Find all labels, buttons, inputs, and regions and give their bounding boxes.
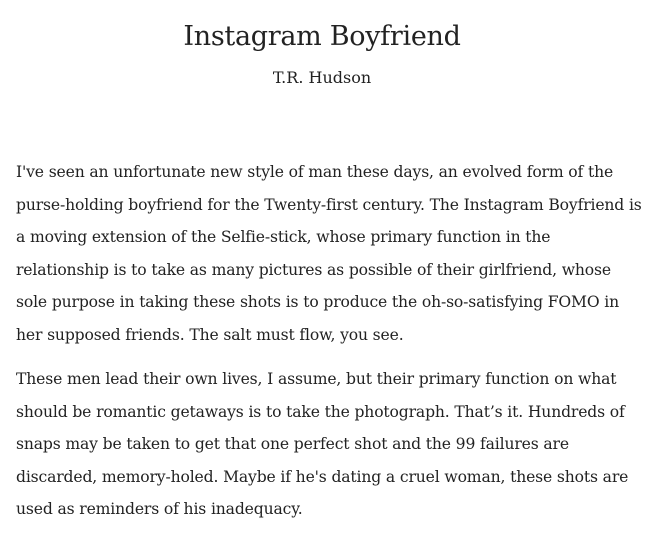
article-author: T.R. Hudson bbox=[272, 68, 372, 87]
article-title: Instagram Boyfriend bbox=[183, 21, 461, 52]
article-body bbox=[16, 156, 642, 538]
paragraph-1: I've seen an unfortunate new style of man these days, an evolved form of the purse-holding boyfriend for the Twenty-first century. The Instagram Boyfriend is a moving extension of the Selfie-stick, whose primary function in the relationship is to take as many pictures as possible of their girlfriend, whose sole purpose in taking these shots is to produce the oh-so-satisfying FOMO in her supposed friends. The salt must flow, you see. bbox=[16, 163, 642, 344]
paragraph-2: These men lead their own lives, I assume, but their primary function on what should be romantic getaways is to take the photograph. That’s it. Hundreds of snaps may be taken to get that one perfect shot and the 99 failures are discarded, memory-holed. Maybe if he's dating a cruel woman, these shots are used as reminders of his inadequacy. bbox=[16, 370, 629, 518]
